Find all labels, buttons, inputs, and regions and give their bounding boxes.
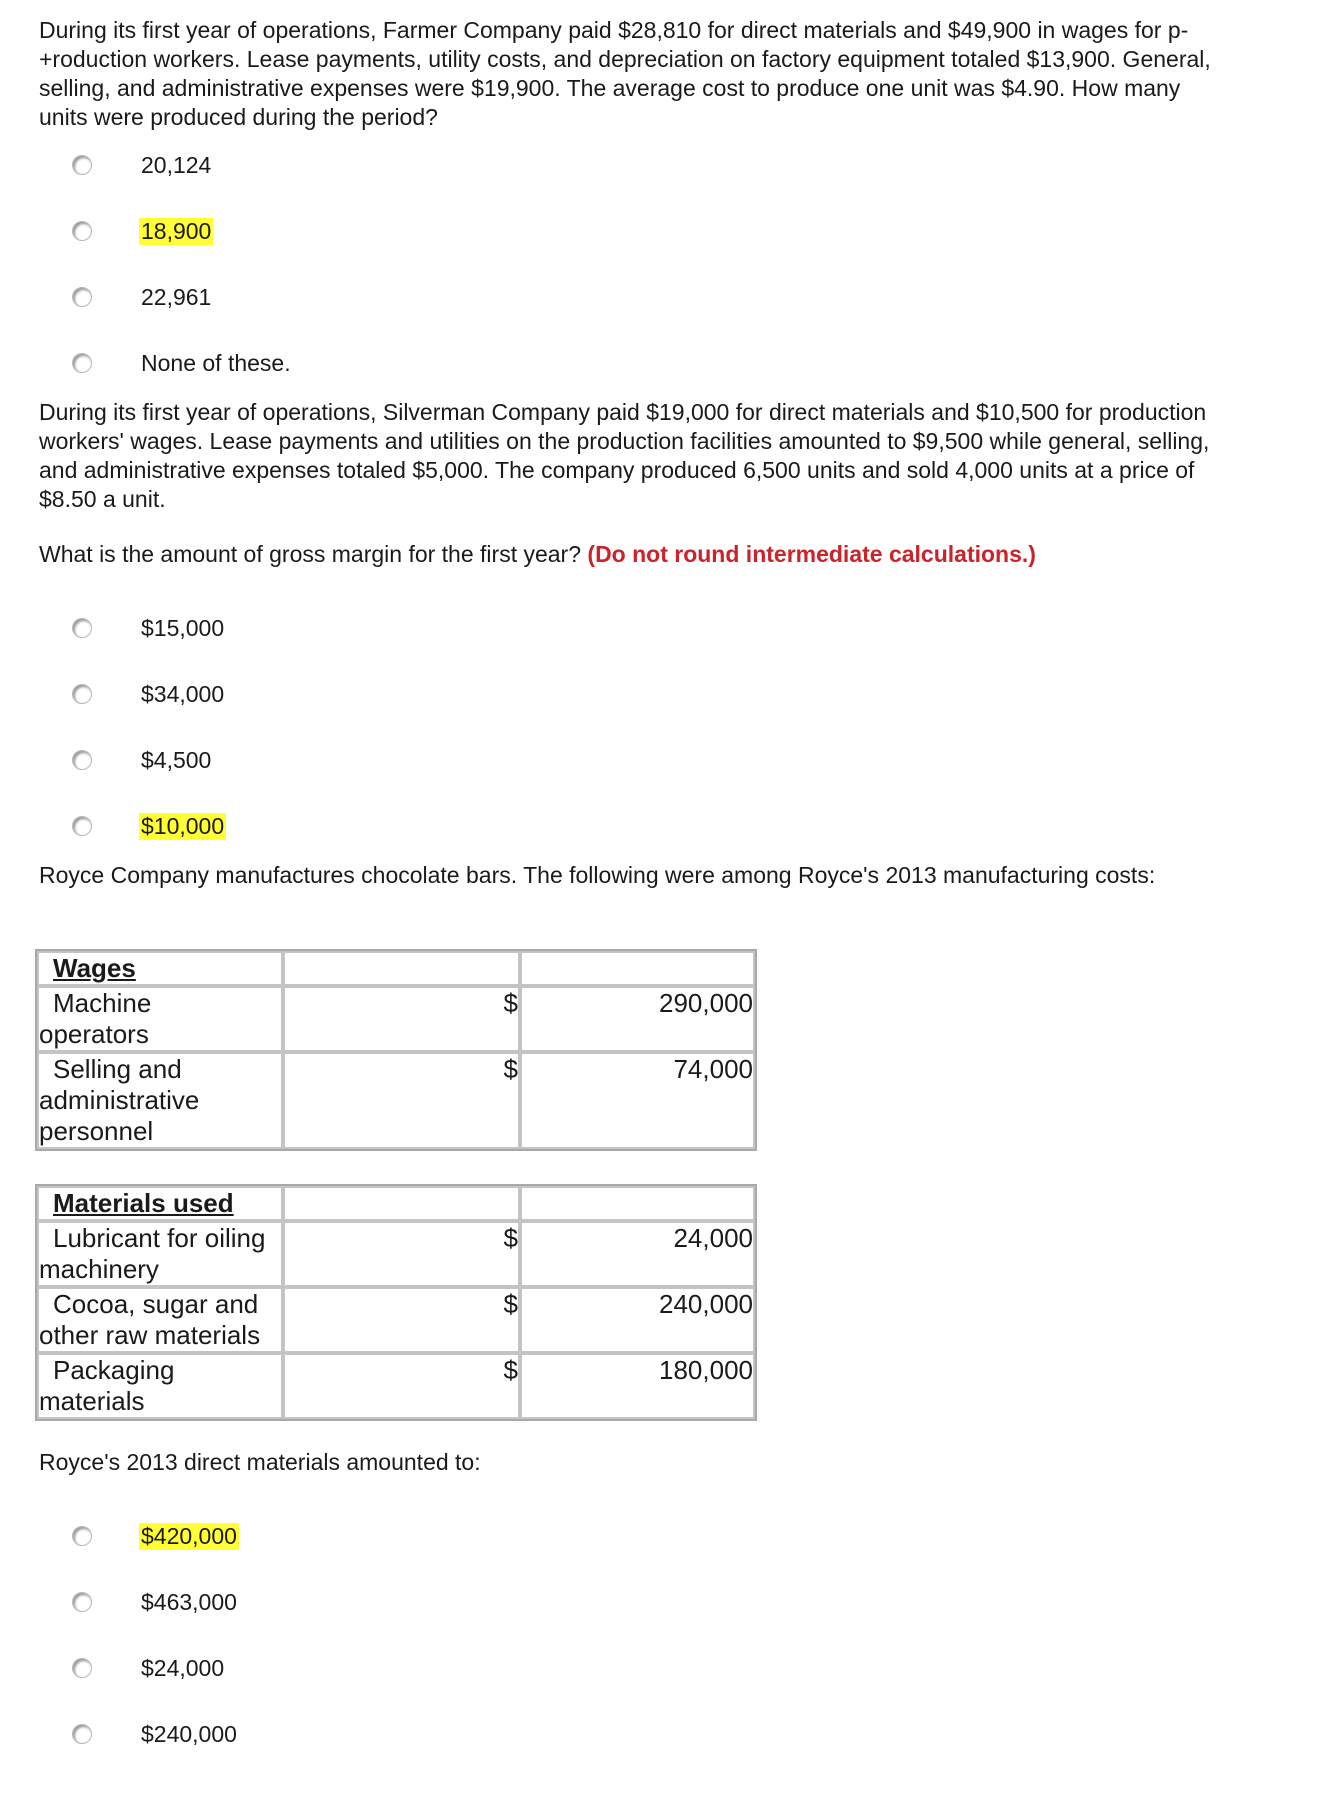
- q2-option-4[interactable]: [72, 808, 225, 844]
- q2-option-1[interactable]: [72, 610, 225, 646]
- option-label: $4,500: [141, 746, 212, 773]
- amount-value: 290,000: [659, 988, 753, 1018]
- option-label: 20,124: [141, 151, 212, 178]
- q1-option-1[interactable]: [72, 147, 212, 183]
- row-label: Machine: [53, 988, 152, 1018]
- q2-option-2[interactable]: [72, 676, 225, 712]
- materials-table: [35, 1184, 757, 1421]
- q3-option-4[interactable]: [72, 1716, 237, 1752]
- row-label: machinery: [39, 1254, 159, 1284]
- q1-option-3[interactable]: [72, 279, 212, 315]
- q3-question: [39, 1448, 1314, 1477]
- table-cell: [520, 1353, 755, 1419]
- table-cell: [283, 1221, 520, 1287]
- row-label: Packaging: [53, 1355, 175, 1385]
- q2-stem-line: and administrative expenses totaled $5,000. The company produced 6,500 units and sold 4,000 units at a price of: [39, 457, 1195, 483]
- table-cell: [283, 1353, 520, 1419]
- q3-question-text: Royce's 2013 direct materials amounted to:: [39, 1449, 481, 1475]
- amount-value: 240,000: [659, 1289, 753, 1319]
- row-label: materials: [39, 1386, 145, 1416]
- materials-header: Materials used: [53, 1188, 234, 1218]
- q2-stem-line: $8.50 a unit.: [39, 486, 166, 512]
- radio-button[interactable]: [72, 155, 92, 175]
- radio-button[interactable]: [72, 618, 92, 638]
- option-label: None of these.: [141, 349, 291, 376]
- option-label-highlighted: $10,000: [141, 812, 225, 839]
- option-label: $24,000: [141, 1654, 225, 1681]
- q2-question-text: What is the amount of gross margin for the first year?: [39, 541, 582, 567]
- amount-value: 180,000: [659, 1355, 753, 1385]
- q3-option-3[interactable]: [72, 1650, 225, 1686]
- option-label-highlighted: 18,900: [141, 217, 212, 244]
- table-cell: [520, 951, 755, 986]
- table-cell: [520, 1052, 755, 1149]
- option-label: 22,961: [141, 283, 212, 310]
- table-row: [37, 1052, 755, 1149]
- q1-option-2[interactable]: [72, 213, 212, 249]
- table-cell: [283, 986, 520, 1052]
- table-cell: [283, 1186, 520, 1221]
- radio-button[interactable]: [72, 1592, 92, 1612]
- table-cell: [37, 1052, 283, 1149]
- row-label: personnel: [39, 1116, 154, 1146]
- table-cell: [520, 1186, 755, 1221]
- q1-stem: [39, 16, 1314, 132]
- q1-option-4[interactable]: [72, 345, 291, 381]
- q3-option-1[interactable]: [72, 1518, 237, 1554]
- q2-stem-line: workers' wages. Lease payments and utilities on the production facilities amounted to $9,500 while general, selling,: [39, 428, 1210, 454]
- radio-button[interactable]: [72, 684, 92, 704]
- q2-stem: [39, 398, 1314, 514]
- table-row: [37, 986, 755, 1052]
- wages-header: Wages: [53, 953, 136, 983]
- q2-option-3[interactable]: [72, 742, 212, 778]
- table-cell: [37, 986, 283, 1052]
- table-cell: [37, 1353, 283, 1419]
- radio-button[interactable]: [72, 1658, 92, 1678]
- table-cell: [283, 951, 520, 986]
- q3-intro-text: Royce Company manufactures chocolate bars. The following were among Royce's 2013 manufacturing costs:: [39, 862, 1156, 888]
- radio-button[interactable]: [72, 816, 92, 836]
- q2-question: [39, 540, 1314, 569]
- table-cell: [520, 1287, 755, 1353]
- radio-button[interactable]: [72, 750, 92, 770]
- currency-symbol: $: [503, 1355, 518, 1385]
- table-row: [37, 1186, 755, 1221]
- table-cell: [37, 1287, 283, 1353]
- amount-value: 24,000: [673, 1223, 753, 1253]
- q3-intro: [39, 861, 1314, 890]
- row-label: Cocoa, sugar and: [53, 1289, 259, 1319]
- option-label: $463,000: [141, 1588, 237, 1615]
- row-label: other raw materials: [39, 1320, 261, 1350]
- table-cell: [283, 1287, 520, 1353]
- currency-symbol: $: [503, 1289, 518, 1319]
- row-label: Lubricant for oiling: [53, 1223, 266, 1253]
- table-cell: [37, 1186, 283, 1221]
- table-row: [37, 1287, 755, 1353]
- table-cell: [37, 1221, 283, 1287]
- table-row: [37, 1221, 755, 1287]
- q2-stem-line: During its first year of operations, Silverman Company paid $19,000 for direct materials and $10,500 for production: [39, 399, 1207, 425]
- radio-button[interactable]: [72, 1724, 92, 1744]
- table-cell: [520, 986, 755, 1052]
- table-cell: [37, 951, 283, 986]
- currency-symbol: $: [503, 1054, 518, 1084]
- table-cell: [520, 1221, 755, 1287]
- row-label: Selling and: [53, 1054, 182, 1084]
- radio-button[interactable]: [72, 221, 92, 241]
- q2-rounding-note: (Do not round intermediate calculations.): [587, 541, 1036, 567]
- currency-symbol: $: [503, 1223, 518, 1253]
- q1-stem-line: units were produced during the period?: [39, 104, 438, 130]
- option-label: $15,000: [141, 614, 225, 641]
- option-label-highlighted: $420,000: [141, 1522, 237, 1549]
- table-row: [37, 1353, 755, 1419]
- row-label: administrative: [39, 1085, 200, 1115]
- wages-table: [35, 949, 757, 1151]
- table-cell: [283, 1052, 520, 1149]
- radio-button[interactable]: [72, 1526, 92, 1546]
- option-label: $34,000: [141, 680, 225, 707]
- currency-symbol: $: [503, 988, 518, 1018]
- row-label: operators: [39, 1019, 149, 1049]
- q3-option-2[interactable]: [72, 1584, 237, 1620]
- radio-button[interactable]: [72, 353, 92, 373]
- option-label: $240,000: [141, 1720, 237, 1747]
- table-row: [37, 951, 755, 986]
- q1-stem-line: +roduction workers. Lease payments, utility costs, and depreciation on factory equipment totaled $13,900. General,: [39, 46, 1211, 72]
- q1-stem-line: selling, and administrative expenses were $19,900. The average cost to produce one unit was $4.90. How many: [39, 75, 1181, 101]
- q1-stem-line: During its first year of operations, Farmer Company paid $28,810 for direct materials and $49,900 in wages for p-: [39, 17, 1189, 43]
- amount-value: 74,000: [673, 1054, 753, 1084]
- radio-button[interactable]: [72, 287, 92, 307]
